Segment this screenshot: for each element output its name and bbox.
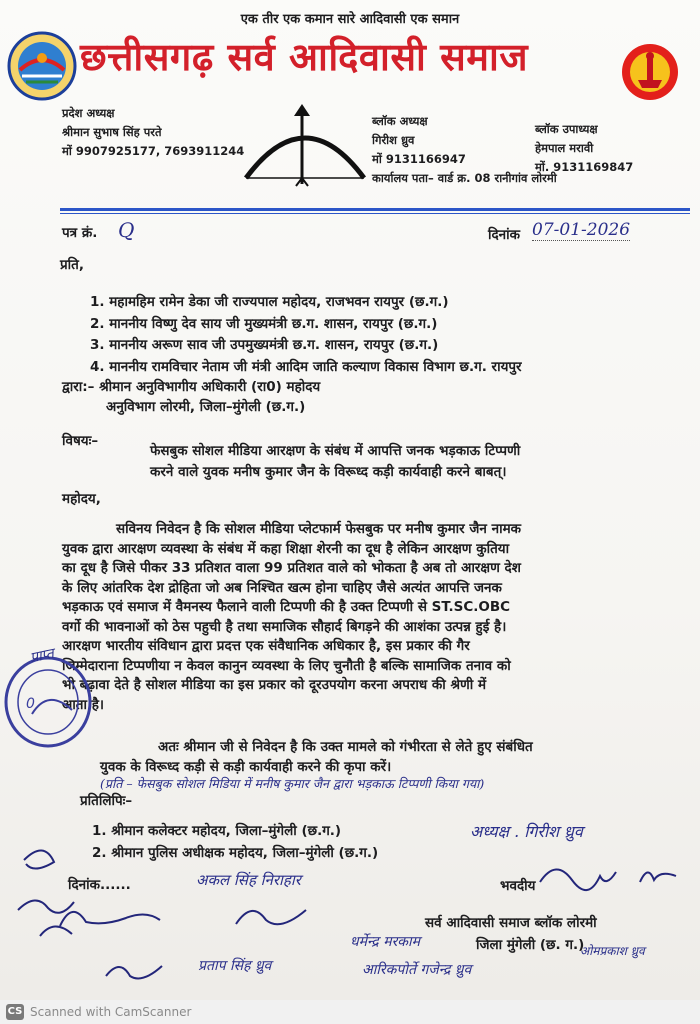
signature-scribble-icon [536, 852, 686, 896]
recipients-list [90, 292, 522, 378]
office-address: कार्यालय पता– वार्ड क्र. 08 रानीगांव लोरमी [372, 171, 557, 185]
request-line-2: युवक के विरूध्द कड़ी से कड़ी कार्यवाही करने की कृपा करें। [100, 759, 392, 775]
date-value: 07-01-2026 [532, 220, 631, 240]
body-line: जिम्मेदाराना टिप्पणीया न केवल कानुन व्यवस्था के लिए चुनौती है बल्कि सामाजिक तनाव को [62, 657, 511, 674]
signature-5: ओमप्रकाश ध्रुव [580, 944, 645, 958]
cc-item: 2. श्रीमान पुलिस अधीक्षक महोदय, जिला–मुंगेली (छ.ग.) [92, 845, 379, 861]
via-line-1: द्वारा:– श्रीमान अनुविभागीय अधिकारी (रा0) महोदय [62, 379, 321, 395]
ref-label: पत्र क्रं. [62, 225, 98, 241]
tribal-emblem-right-icon [620, 42, 680, 102]
right-contact-block [535, 120, 633, 177]
subject-line-1: फेसबुक सोशल मीडिया आरक्षण के संबंध में आपत्ति जनक भड़काऊ टिप्पणी [150, 443, 521, 459]
cc-label: प्रतिलिपिः– [80, 793, 133, 809]
body-line: सविनय निवेदन है कि सोशल मीडिया प्लेटफार्म फेसबुक पर मनीष कुमार जैन नामक [116, 521, 522, 537]
body-line: भड़काऊ एवं समाज में वैमनस्य फैलाने वाली टिप्पणी की है उक्त टिप्पणी से ST.SC.OBC [62, 599, 511, 615]
header-divider-thin [60, 213, 690, 214]
middle-role: ब्लॉक अध्यक्ष [372, 114, 428, 128]
body-line: युवक द्वारा आरक्षण व्यवस्था के संबंध में कहा शिक्षा शेरनी का दूध है लेकिन आरक्षण कुतिया [62, 540, 510, 557]
header-motto: एक तीर एक कमान सारे आदिवासी एक समान [240, 12, 460, 27]
signature-girish: अध्यक्ष . गिरीश ध्रुव [470, 822, 583, 841]
signature-row-icon [56, 896, 316, 936]
svg-text:0: 0 [26, 696, 35, 712]
right-phone: मों. 9131169847 [535, 160, 634, 174]
signature-3: धर्मेन्द्र मरकाम [350, 934, 421, 950]
middle-contact-block [372, 112, 557, 188]
handwritten-cc-note: (प्रति – फेसबुक सोशल मिडिया में मनीष कुमार जैन द्वारा भड़काऊ टिप्पणी किया गया) [100, 776, 485, 791]
left-phone: मों 9907925177, 7693911244 [62, 144, 245, 158]
subject-line-2: करने वाले युवक मनीष कुमार जैन के विरूध्द कड़ी कार्यवाही करने बाबत्। [150, 464, 507, 480]
cc-item: 1. श्रीमान कलेक्टर महोदय, जिला–मुंगेली (छ.ग.) [92, 823, 342, 839]
bow-arrow-icon [240, 100, 370, 190]
salutation: महोदय, [62, 491, 101, 507]
header-divider [60, 208, 690, 211]
recipient-item: 2. माननीय विष्णु देव साय जी मुख्यमंत्री छ.ग. शासन, रायपुर (छ.ग.) [90, 315, 438, 332]
body-line: वर्गो की भावनाओं को ठेस पहुची है तथा समाजिक सौहार्द बिगड़ने की आशंका उत्पन्न हुई है। [62, 618, 507, 635]
sender-org-line-1: सर्व आदिवासी समाज ब्लॉक लोरमी [425, 915, 597, 931]
camscanner-logo-icon: CS [6, 1004, 24, 1020]
left-contact-block [62, 104, 244, 161]
left-name: श्रीमान सुभाष सिंह परते [62, 125, 162, 139]
right-name: हेमपाल मरावी [535, 141, 594, 155]
recipient-item: 1. महामहिम रामेन डेका जी राज्यपाल महोदय, राजभवन रायपुर (छ.ग.) [90, 294, 449, 310]
signature-small-icon [100, 950, 170, 990]
recipient-item: 4. माननीय रामविचार नेताम जी मंत्री आदिम जाति कल्याण विकास विभाग छ.ग. रायपुर [90, 358, 522, 375]
body-line: का दूध है जिसे पीकर 33 प्रतिशत वाला 99 प्रतिशत वाले को भोकता है अब तो आरक्षण देश [62, 560, 521, 576]
middle-phone: मों 9131166947 [372, 152, 466, 166]
body-line: भी बढ़ावा देते है सोशल मीडिया का इस प्रकार को दूरउपयोग करना अपराध की श्रेणी में [62, 677, 487, 693]
body-line: आता है। [62, 696, 104, 713]
sender-org-line-2: जिला मुंगेली (छ. ग.) [476, 937, 585, 953]
signature-4: आरिकपोर्ते गजेन्द्र ध्रुव [362, 962, 472, 978]
official-stamp-icon [2, 648, 98, 756]
recipient-item: 3. माननीय अरूण साव जी उपमुख्यमंत्री छ.ग. शासन, रायपुर (छ.ग.) [90, 337, 439, 353]
subject-label: विषयः– [62, 433, 99, 449]
sender-label: भवदीय [500, 878, 536, 894]
handwritten-ack: प्राप्त [28, 645, 56, 667]
body-line: के लिए आंतरिक देश द्रोहिता जो अब निश्चित खत्म होना चाहिए जैसे अत्यंत आपत्ति जनक [62, 579, 502, 596]
signature-1: अकल सिंह निराहार [196, 871, 301, 889]
body-line: आरक्षण भारतीय संविधान द्वारा प्रदत्त एक संवैधानिक अधिकार है, इस प्रकार की गैर [62, 638, 470, 654]
left-role: प्रदेश अध्यक्ष [62, 106, 115, 120]
footer-date-label: दिनांक...... [68, 877, 131, 893]
camscanner-text: Scanned with CamScanner [30, 1005, 192, 1019]
middle-name: गिरीश ध्रुव [372, 133, 415, 147]
organization-title: छत्तीसगढ़ सर्व आदिवासी समाज [80, 35, 529, 79]
date-label: दिनांक [488, 227, 521, 243]
right-role: ब्लॉक उपाध्यक्ष [535, 122, 598, 136]
request-line-1: अतः श्रीमान जी से निवेदन है कि उक्त मामले को गंभीरता से लेते हुए संबंधित [158, 739, 533, 755]
body-paragraph [62, 520, 521, 715]
tribal-emblem-left-icon [6, 30, 78, 102]
via-line-2: अनुविभाग लोरमी, जिला–मुंगेली (छ.ग.) [106, 399, 306, 415]
signature-2: प्रताप सिंह ध्रुव [198, 958, 272, 974]
to-label: प्रति, [60, 257, 85, 273]
ref-value: Q [118, 218, 135, 242]
